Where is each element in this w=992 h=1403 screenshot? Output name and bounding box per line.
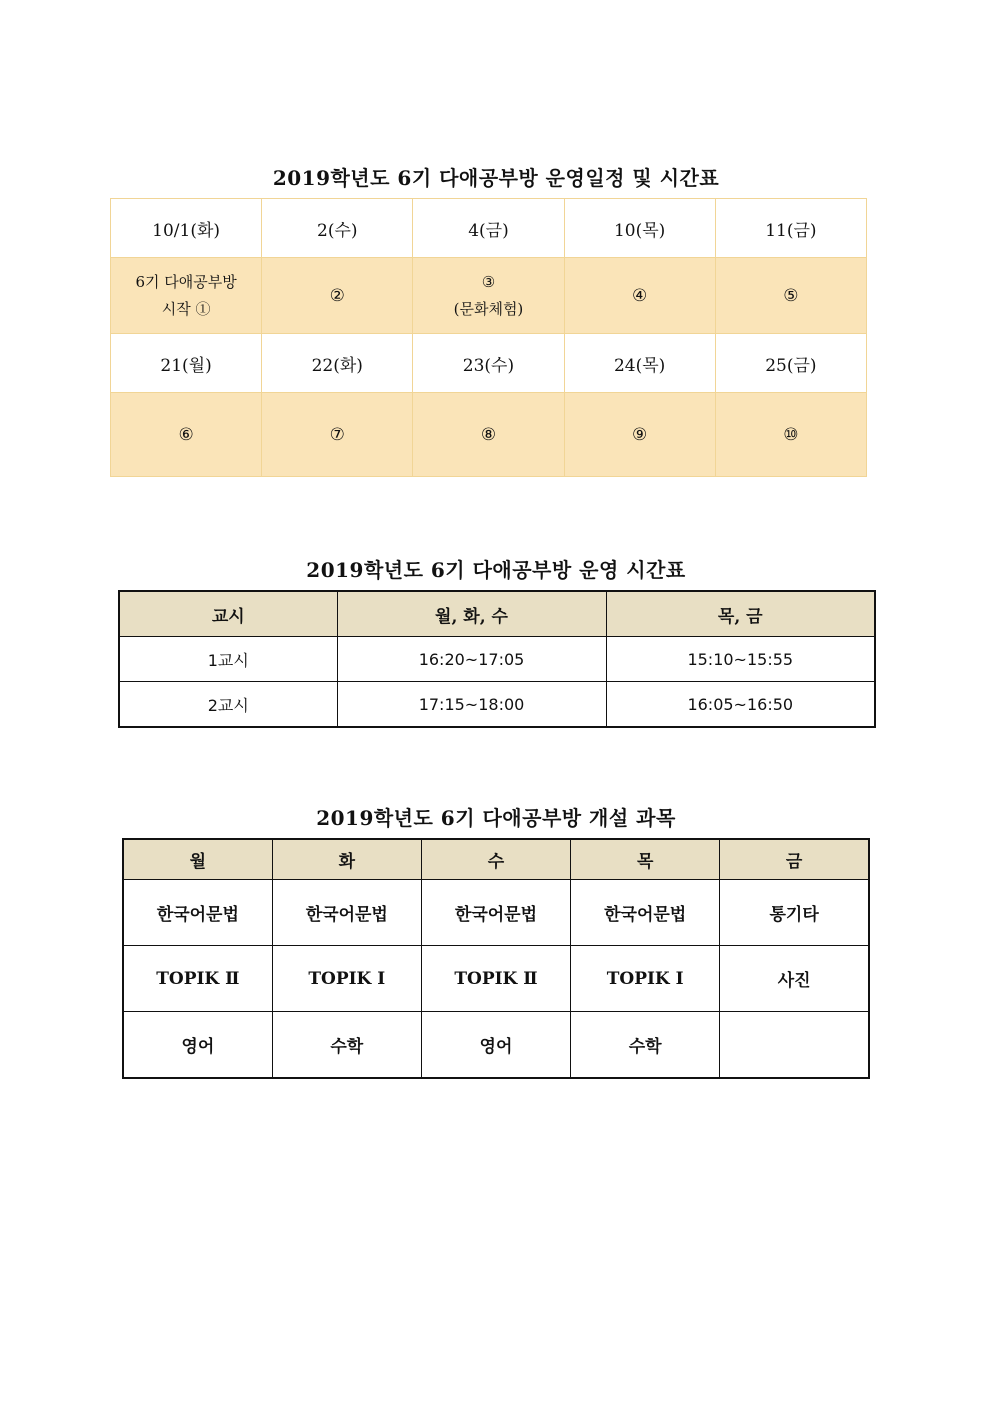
session-line: ③	[481, 272, 496, 291]
period-time-cell: 17:15~18:00	[337, 682, 606, 728]
subject-cell: TOPIK Ⅰ	[272, 946, 421, 1012]
period-time-cell: 16:20~17:05	[337, 637, 606, 682]
periods-header-cell: 월, 화, 수	[337, 591, 606, 637]
subject-cell: TOPIK Ⅰ	[571, 946, 720, 1012]
table-row	[123, 946, 869, 1012]
session-line: 시작 ①	[161, 299, 211, 318]
schedule-session-cell: ⑩	[715, 393, 866, 477]
schedule-session-cell	[111, 258, 262, 334]
subjects-header-row	[123, 839, 869, 880]
session-line: ⑤	[783, 285, 799, 306]
subjects-title: 2019학년도 6기 다애공부방 개설 과목	[316, 806, 676, 830]
period-label-cell: 2교시	[119, 682, 337, 728]
subject-cell: 한국어문법	[123, 880, 272, 946]
schedule-session-row	[111, 258, 867, 334]
subjects-header-cell: 목	[571, 839, 720, 880]
periods-title: 2019학년도 6기 다애공부방 운영 시간표	[306, 558, 686, 582]
periods-header-row	[119, 591, 875, 637]
subjects-header-cell: 수	[421, 839, 570, 880]
schedule-date-cell: 24(목)	[564, 334, 715, 393]
schedule-session-cell	[262, 258, 413, 334]
subject-cell: 수학	[272, 1012, 421, 1079]
schedule-date-cell: 4(금)	[413, 199, 564, 258]
subject-cell: 한국어문법	[421, 880, 570, 946]
subjects-header-cell: 금	[720, 839, 869, 880]
subject-cell	[720, 1012, 869, 1079]
table-row	[123, 880, 869, 946]
schedule-date-cell: 23(수)	[413, 334, 564, 393]
schedule-title: 2019학년도 6기 다애공부방 운영일정 및 시간표	[272, 166, 720, 190]
subject-cell: TOPIK Ⅱ	[421, 946, 570, 1012]
periods-header-cell: 목, 금	[606, 591, 875, 637]
subjects-table	[122, 838, 870, 1079]
schedule-session-cell: ⑨	[564, 393, 715, 477]
session-line: 6기 다애공부방	[135, 272, 237, 291]
schedule-date-cell: 10(목)	[564, 199, 715, 258]
schedule-session-row	[111, 393, 867, 477]
schedule-table	[110, 198, 867, 477]
periods-table	[118, 590, 876, 728]
subject-cell: 통기타	[720, 880, 869, 946]
schedule-session-cell: ⑦	[262, 393, 413, 477]
subject-cell: 사진	[720, 946, 869, 1012]
schedule-date-cell: 10/1(화)	[111, 199, 262, 258]
session-line: ④	[632, 285, 648, 306]
schedule-date-cell: 21(월)	[111, 334, 262, 393]
period-time-cell: 15:10~15:55	[606, 637, 875, 682]
table-row	[119, 637, 875, 682]
session-line: (문화체험)	[453, 299, 524, 318]
schedule-session-cell	[564, 258, 715, 334]
subject-cell: 수학	[571, 1012, 720, 1079]
table-row	[119, 682, 875, 728]
schedule-date-row	[111, 199, 867, 258]
subject-cell: 영어	[123, 1012, 272, 1079]
subjects-header-cell: 월	[123, 839, 272, 880]
schedule-date-row	[111, 334, 867, 393]
schedule-date-cell: 25(금)	[715, 334, 866, 393]
subjects-header-cell: 화	[272, 839, 421, 880]
period-label-cell: 1교시	[119, 637, 337, 682]
schedule-session-cell: ⑥	[111, 393, 262, 477]
schedule-session-cell: ⑧	[413, 393, 564, 477]
subject-cell: TOPIK Ⅱ	[123, 946, 272, 1012]
periods-header-cell: 교시	[119, 591, 337, 637]
schedule-session-cell	[413, 258, 564, 334]
schedule-date-cell: 22(화)	[262, 334, 413, 393]
subject-cell: 영어	[421, 1012, 570, 1079]
schedule-date-cell: 11(금)	[715, 199, 866, 258]
session-line: ②	[329, 285, 345, 306]
subject-cell: 한국어문법	[272, 880, 421, 946]
period-time-cell: 16:05~16:50	[606, 682, 875, 728]
subject-cell: 한국어문법	[571, 880, 720, 946]
table-row	[123, 1012, 869, 1079]
schedule-session-cell	[715, 258, 866, 334]
schedule-date-cell: 2(수)	[262, 199, 413, 258]
